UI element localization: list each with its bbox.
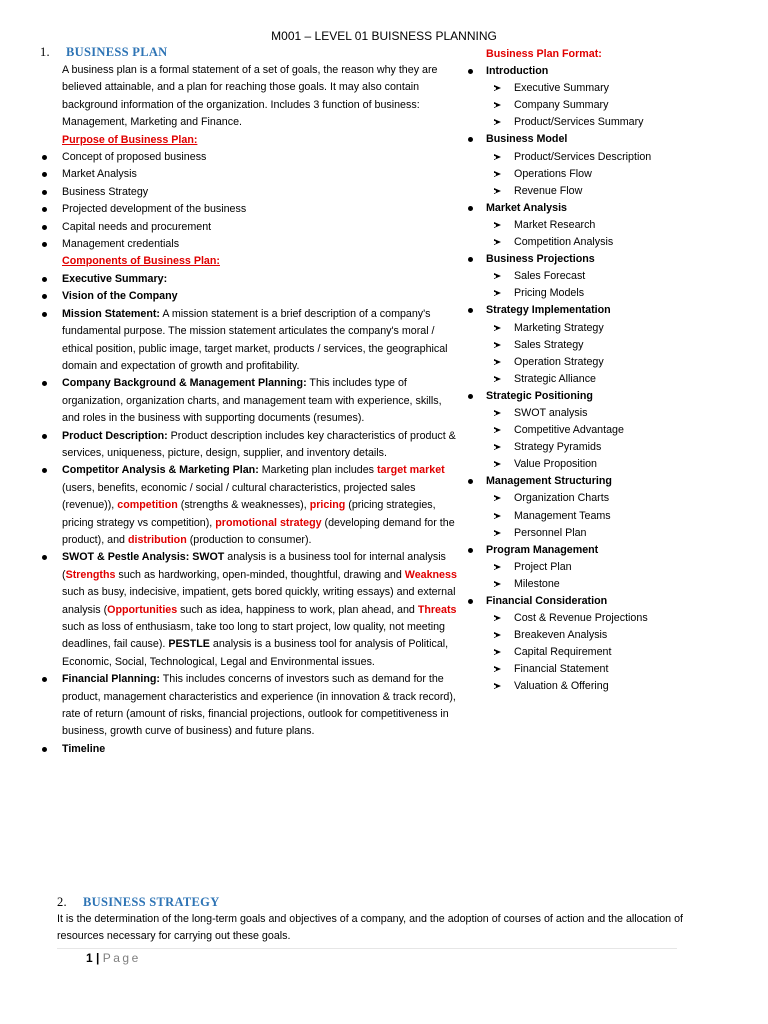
right-column [467,46,707,696]
format-subitem: Personnel Plan [467,525,707,542]
item-text: analysis is a business tool for analysis of Political, Economic, Social, Technological, Legal and Environmental issues. [62,638,449,668]
format-subitem: Operation Strategy [467,354,707,371]
item-text: (pricing strategies, pricing strategy vs competition), [62,499,436,529]
format-group: Strategic Positioning [467,388,707,405]
format-subitem: Product/Services Summary [467,114,707,131]
item-label: SWOT [189,551,225,564]
item-text: Marketing plan includes [258,464,377,477]
format-subitem: Milestone [467,576,707,593]
item-text: (users, benefits, economic / social / cultural characteristics, projected sales (revenue)), [62,481,416,512]
item-text: Product description includes key characteristics of product & services, uniqueness, picture, design, supplier, and inventory details. [62,429,456,459]
highlight-term: promotional strategy [215,516,322,529]
page-number: 1 [86,951,93,965]
item-text: (strengths & weaknesses), [177,499,310,512]
format-subitem: Valuation & Offering [467,678,707,695]
list-item [40,549,462,671]
format-subitem: Sales Strategy [467,337,707,354]
format-subitem: Market Research [467,217,707,234]
highlight-term: Weakness [404,568,457,581]
format-subitem: Executive Summary [467,80,707,97]
format-subitem: Project Plan [467,559,707,576]
format-subitem: Value Proposition [467,456,707,473]
highlight-term: competition [117,499,178,512]
format-group: Business Projections [467,251,707,268]
components-heading: Components of Business Plan: [62,255,220,268]
item-text: such as hardworking, open-minded, thoughtful, drawing and [115,568,405,581]
format-list [467,63,707,695]
item-text: such as busy, indecisive, impatient, gets bored quickly, writing essays) and external analysis ( [62,586,456,616]
item-label: Financial Planning: [62,673,160,686]
list-item [40,428,462,463]
section-1-title: BUSINESS PLAN [66,45,168,59]
section-2-heading [57,895,220,910]
format-subitem: Company Summary [467,97,707,114]
section-1-heading [40,45,168,60]
item-label: Vision of the Company [62,290,178,303]
purpose-heading: Purpose of Business Plan: [62,133,198,146]
list-item: Market Analysis [40,166,462,183]
item-label: PESTLE [168,638,210,651]
list-item [40,671,462,741]
item-label: Executive Summary: [62,272,168,285]
item-text: such as idea, happiness to work, plan ahead, and [177,603,418,616]
format-group: Program Management [467,542,707,559]
format-subitem: Capital Requirement [467,644,707,661]
format-subitem: Organization Charts [467,490,707,507]
format-subitem: Management Teams [467,508,707,525]
footer-separator: | [92,951,103,965]
item-label: Product Description: [62,429,168,442]
format-group: Market Analysis [467,200,707,217]
list-item [40,288,462,305]
purpose-list [40,149,462,253]
list-item: Management credentials [40,236,462,253]
item-text: such as loss of enthusiasm, take too long to start project, low quality, not meeting deadlines, fail cause). [62,621,445,651]
list-item [40,741,462,758]
page-footer [86,951,141,965]
highlight-term: Threats [417,603,457,616]
item-text: (developing demand for the product), and [62,516,455,546]
format-subitem: Pricing Models [467,285,707,302]
format-subitem: SWOT analysis [467,405,707,422]
list-item: Projected development of the business [40,201,462,218]
highlight-term: pricing [309,499,346,512]
item-label: Company Background & Management Planning: [62,377,307,390]
item-text: This includes type of organization, organization charts, and management team with experience, skills, and roles in the business with supporting documents (resumes). [62,377,442,425]
highlight-term: target market [377,464,445,477]
highlight-term: distribution [127,533,187,546]
strategy-paragraph: It is the determination of the long-term goals and objectives of a company, and the adoption of courses of action and the allocation of resources necessary for carrying out these goals. [57,913,684,943]
format-group: Financial Consideration [467,593,707,610]
page-title: M001 – LEVEL 01 BUISNESS PLANNING [271,29,497,43]
list-item [40,375,462,427]
footer-divider [57,948,677,949]
format-subitem: Operations Flow [467,166,707,183]
item-label: SWOT & Pestle Analysis: [62,551,190,564]
components-list [40,271,462,758]
list-item: Concept of proposed business [40,149,462,166]
section-2-title: BUSINESS STRATEGY [83,895,220,909]
item-text: analysis is a business tool for internal analysis ( [62,551,446,581]
format-group: Introduction [467,63,707,80]
list-item [40,306,462,376]
format-subitem: Strategic Alliance [467,371,707,388]
list-item [40,271,462,288]
item-label: Timeline [62,742,106,755]
intro-paragraph: A business plan is a formal statement of a set of goals, the reason why they are believed attainable, and a plan for reaching those goals. It may also contain background information of the organization. Includes 3 function of business: Management, Marketing and Finance. [62,64,438,129]
item-label: Mission Statement: [62,307,160,320]
format-subitem: Competition Analysis [467,234,707,251]
format-subitem: Revenue Flow [467,183,707,200]
footer-page-word: Page [102,951,141,965]
left-column [40,62,462,758]
format-group: Business Model [467,131,707,148]
format-subitem: Sales Forecast [467,268,707,285]
format-subitem: Breakeven Analysis [467,627,707,644]
item-text: (production to consumer). [186,533,312,546]
section-1-number: 1. [40,45,50,59]
list-item [40,462,462,549]
format-subitem: Cost & Revenue Projections [467,610,707,627]
format-subitem: Strategy Pyramids [467,439,707,456]
item-text: A mission statement is a brief description of a company's fundamental purpose. The mission statement articulates the company's moral / ethical position, public image, target market, products / services, the geographical domain and expectation of growth and profitability. [62,307,448,372]
format-group: Strategy Implementation [467,302,707,319]
list-item: Business Strategy [40,184,462,201]
list-item: Capital needs and procurement [40,219,462,236]
highlight-term: Opportunities [107,603,178,616]
format-heading: Business Plan Format: [486,48,602,60]
format-subitem: Competitive Advantage [467,422,707,439]
format-subitem: Marketing Strategy [467,320,707,337]
item-label: Competitor Analysis & Marketing Plan: [62,464,259,477]
highlight-term: Strengths [65,568,116,581]
section-2-number: 2. [57,895,67,909]
format-subitem: Financial Statement [467,661,707,678]
item-text: This includes concerns of investors such as demand for the product, management characteristics and experience (in innovation & track record), rate of return (amount of risks, financial projections, outlook for competitiveness in business, growth curve of business) and future plans. [62,673,456,738]
format-subitem: Product/Services Description [467,149,707,166]
format-group: Management Structuring [467,473,707,490]
